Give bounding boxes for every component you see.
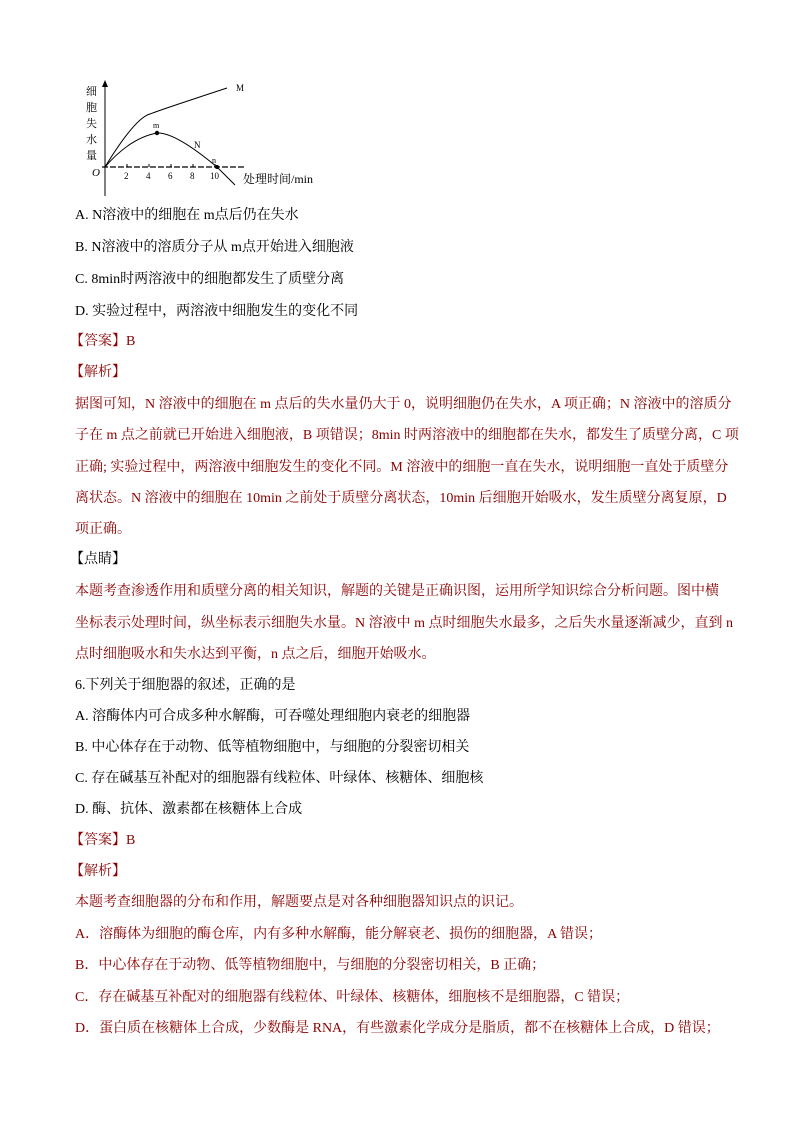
label-M: M (236, 83, 245, 93)
q6-option: C. 存在碱基互补配对的细胞器有线粒体、叶绿体、核糖体、细胞核 (75, 771, 484, 786)
q5-option: B. N溶液中的溶质分子从 m点开始进入细胞液 (75, 240, 354, 255)
point-n (215, 165, 219, 169)
x-tick-label: 4 (146, 171, 151, 181)
q5-analysis-line: 离状态。N 溶液中的细胞在 10min 之前处于质壁分离状态，10min 后细胞开始吸水，发生质壁分离复原，D (75, 490, 727, 506)
q6-option: B. 中心体存在于动物、低等植物细胞中，与细胞的分裂密切相关 (75, 740, 470, 755)
q5-comment-line: 点时细胞吸水和失水达到平衡，n 点之后，细胞开始吸水。 (75, 647, 436, 662)
point-m (155, 131, 159, 135)
q5-answer: 【答案】B (70, 334, 136, 349)
y-axis-label-char: 失 (86, 118, 97, 130)
q6-analysis-line: 本题考查细胞器的分布和作用，解题要点是对各种细胞器知识点的识记。 (75, 895, 523, 910)
q6-analysis-line: B．中心体存在于动物、低等植物细胞中，与细胞的分裂密切相关，B 正确； (75, 958, 546, 973)
label-n: n (212, 156, 216, 165)
label-N: N (194, 140, 201, 150)
x-axis-label: 处理时间/min (243, 172, 314, 186)
water-loss-figure (80, 78, 340, 198)
label-m: m (153, 121, 160, 130)
q5-option: D. 实验过程中，两溶液中细胞发生的变化不同 (75, 304, 359, 319)
x-tick-label: 6 (168, 171, 173, 181)
q5-option: C. 8min时两溶液中的细胞都发生了质壁分离 (75, 272, 345, 287)
q5-analysis-heading: 【解析】 (70, 365, 126, 380)
q6-analysis-heading: 【解析】 (70, 864, 126, 879)
q5-analysis-line: 据图可知，N 溶液中的细胞在 m 点后的失水量仍大于 0，说明细胞仍在失水，A 项正确；N 溶液中的溶质分 (75, 397, 732, 412)
curve-M (105, 88, 227, 167)
q6-analysis-line: A．溶酶体为细胞的酶仓库，内有多种水解酶，能分解衰老、损伤的细胞器，A 错误； (75, 926, 602, 942)
y-axis-label-char: 细 (86, 86, 97, 98)
q6-analysis-line: C．存在碱基互补配对的细胞器有线粒体、叶绿体、核糖体，细胞核不是细胞器，C 错误； (75, 989, 630, 1005)
y-axis-label-char: 量 (86, 150, 97, 162)
x-tick-label: 8 (190, 171, 195, 181)
q6-analysis-line: D．蛋白质在核糖体上合成，少数酶是 RNA，有些激素化学成分是脂质，都不在核糖体上合成，D 错误； (75, 1021, 720, 1036)
q5-comment-line: 坐标表示处理时间，纵坐标表示细胞失水量。N 溶液中 m 点时细胞失水最多，之后失水量逐渐减少，直到 n (75, 615, 733, 631)
q6-answer: 【答案】B (70, 833, 136, 848)
y-axis-label (86, 85, 97, 162)
origin-label: O (92, 167, 100, 179)
q5-comment-heading: 【点睛】 (70, 552, 126, 567)
y-axis-arrow (102, 80, 108, 87)
y-axis-label-char: 水 (86, 134, 97, 146)
q5-analysis-line: 子在 m 点之前就已开始进入细胞液，B 项错误；8min 时两溶液中的细胞都在失水，都发生了质壁分离，C 项 (75, 428, 739, 444)
q6-option: D. 酶、抗体、激素都在核糖体上合成 (75, 802, 303, 817)
q5-comment-line: 本题考查渗透作用和质壁分离的相关知识，解题的关键是正确识图，运用所学知识综合分析问题。图中横 (75, 584, 719, 599)
x-tick-label: 2 (124, 171, 129, 181)
x-tick-label: 10 (210, 171, 219, 181)
q5-analysis-line: 正确; 实验过程中，两溶液中细胞发生的变化不同。M 溶液中的细胞一直在失水，说明细胞一直处于质壁分 (75, 459, 729, 475)
q6-option: A. 溶酶体内可合成多种水解酶，可吞噬处理细胞内衰老的细胞器 (75, 709, 471, 724)
q6-stem: 6.下列关于细胞器的叙述，正确的是 (75, 678, 296, 693)
y-axis-label-char: 胞 (86, 102, 97, 114)
q5-analysis-line: 项正确。 (75, 522, 131, 538)
q5-option: A. N溶液中的细胞在 m点后仍在失水 (75, 208, 299, 223)
